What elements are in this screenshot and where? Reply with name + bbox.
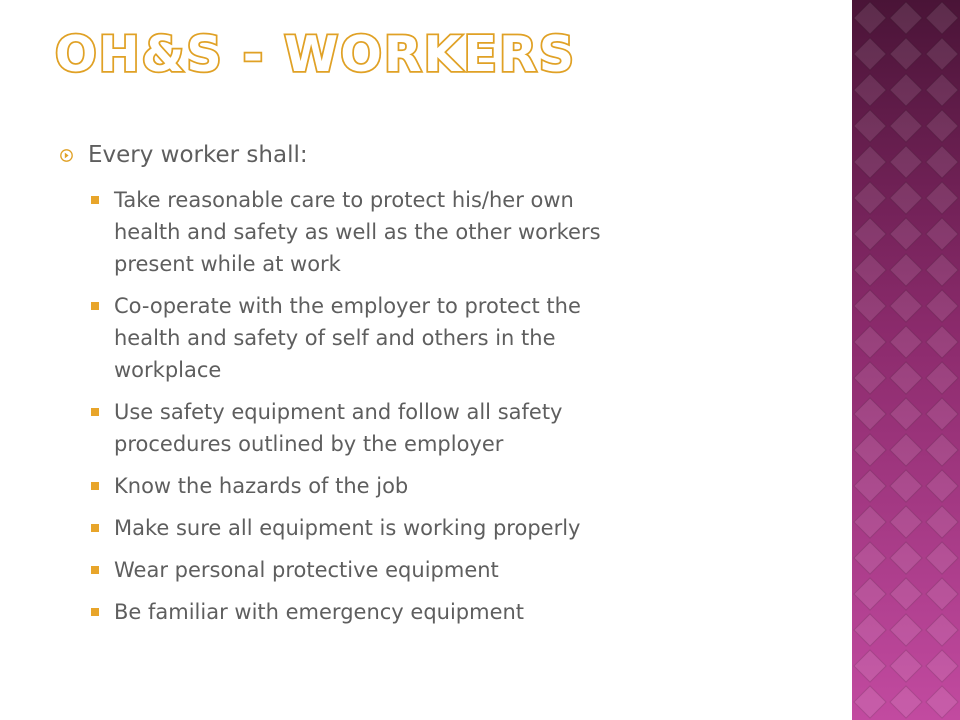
sub-bullet-text-line: Know the hazards of the job	[114, 474, 409, 498]
main-bullet-text: Every worker shall:	[88, 142, 308, 168]
orange-square-icon	[91, 482, 99, 490]
sub-bullet-item	[60, 290, 760, 386]
sub-bullet-text-line: health and safety of self and others in the	[114, 326, 556, 350]
orange-square-icon	[91, 196, 99, 204]
sub-bullet-item	[60, 596, 760, 628]
main-bullet	[60, 140, 760, 170]
sub-bullet-item	[60, 512, 760, 544]
decorative-side-panel	[852, 0, 960, 720]
sub-bullet-text-line: health and safety as well as the other workers	[114, 220, 601, 244]
sub-bullet-text-line: Use safety equipment and follow all safety	[114, 400, 563, 424]
orange-square-icon	[91, 566, 99, 574]
sub-bullet-text-line: workplace	[114, 358, 222, 382]
diamond-pattern-icon	[852, 0, 960, 720]
sub-bullet-text-line: Co-operate with the employer to protect the	[114, 294, 581, 318]
sub-bullet-text-line: Wear personal protective equipment	[114, 558, 499, 582]
bullet-content	[60, 140, 760, 638]
orange-square-icon	[91, 608, 99, 616]
orange-square-icon	[91, 408, 99, 416]
sub-bullet-item	[60, 470, 760, 502]
circled-arrow-icon	[60, 149, 73, 162]
orange-square-icon	[91, 302, 99, 310]
sub-bullet-item	[60, 554, 760, 586]
slide-title: OH&S - WORKERS	[55, 26, 577, 83]
sub-bullet-list	[60, 184, 760, 628]
sub-bullet-text-line: procedures outlined by the employer	[114, 432, 504, 456]
sub-bullet-item	[60, 396, 760, 460]
sub-bullet-text-line: Be familiar with emergency equipment	[114, 600, 525, 624]
sub-bullet-text-line: present while at work	[114, 252, 341, 276]
sub-bullet-text-line: Make sure all equipment is working properly	[114, 516, 581, 540]
sub-bullet-item	[60, 184, 760, 280]
sub-bullet-text-line: Take reasonable care to protect his/her own	[114, 188, 574, 212]
orange-square-icon	[91, 524, 99, 532]
